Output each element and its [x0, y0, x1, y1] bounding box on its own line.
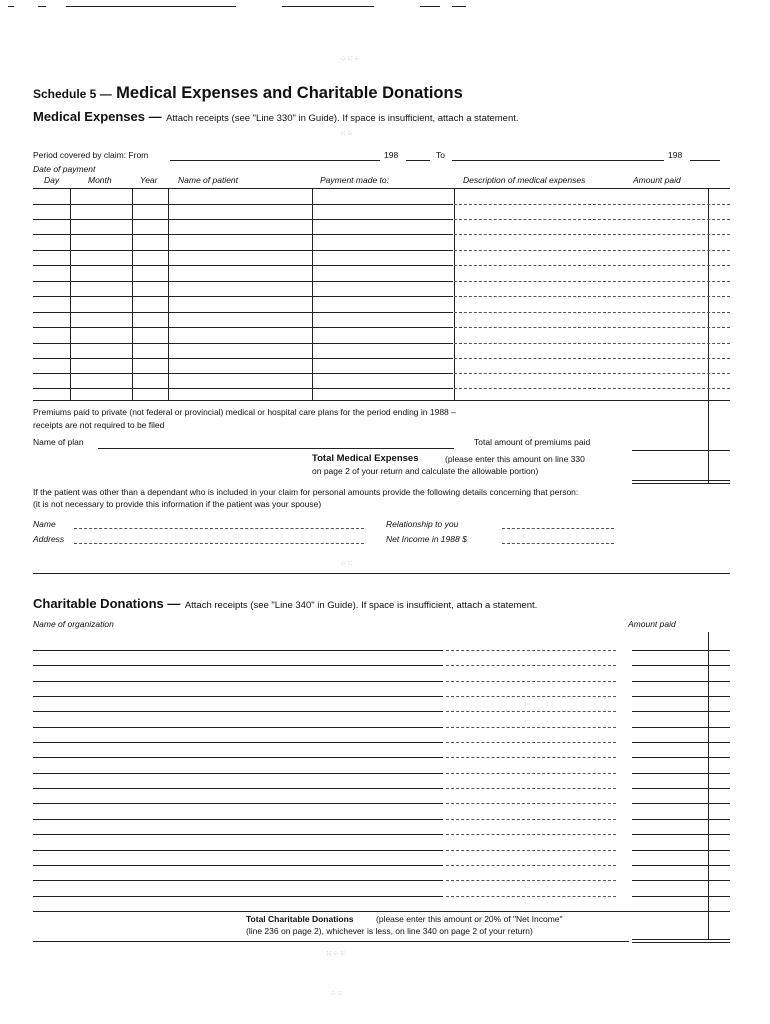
name-label: Name [33, 519, 56, 529]
year-prefix: 198 [668, 150, 683, 160]
col-patient: Name of patient [178, 175, 239, 185]
list-item-amount[interactable] [632, 696, 730, 697]
list-item-amount[interactable] [632, 757, 730, 758]
premiums-note: receipts are not required to be filed [33, 420, 165, 430]
list-item[interactable] [33, 711, 443, 712]
list-item-tail [446, 803, 616, 804]
table-row[interactable] [33, 281, 453, 282]
medical-instruction: Attach receipts (see "Line 330" in Guide). If space is insufficient, attach a statement. [166, 113, 519, 124]
list-item-tail [446, 773, 616, 774]
relationship-label: Relationship to you [386, 519, 459, 529]
table-row[interactable] [33, 312, 453, 313]
table-row[interactable] [33, 234, 453, 235]
period-label: Period covered by claim: From [33, 150, 149, 160]
table-row-tail [454, 388, 730, 389]
donations-amount-label: Amount paid [628, 619, 676, 629]
list-item-tail [446, 850, 616, 851]
list-item-amount[interactable] [632, 880, 730, 881]
list-item[interactable] [33, 803, 443, 804]
scan-mark [420, 6, 440, 7]
double-rule [632, 942, 730, 943]
total-medical-amount-field[interactable] [632, 480, 730, 481]
amount-col-divider [708, 188, 709, 483]
total-premiums-label: Total amount of premiums paid [474, 437, 591, 447]
col-description: Description of medical expenses [463, 175, 586, 185]
name-of-plan-field[interactable] [98, 448, 454, 449]
list-item-tail [446, 757, 616, 758]
double-rule [632, 483, 730, 484]
table-row-tail [454, 327, 730, 328]
list-item[interactable] [33, 773, 443, 774]
col-year: Year [140, 175, 158, 185]
donations-instruction: Attach receipts (see "Line 340" in Guide). If space is insufficient, attach a statement. [184, 600, 538, 611]
list-item[interactable] [33, 865, 443, 866]
list-item[interactable] [33, 650, 443, 651]
list-item[interactable] [33, 742, 443, 743]
list-item-amount[interactable] [632, 834, 730, 835]
address-field[interactable] [74, 543, 364, 544]
net-income-field[interactable] [502, 543, 614, 544]
table-bottom-rule [33, 400, 730, 401]
list-item-tail [446, 665, 616, 666]
list-item-tail [446, 896, 616, 897]
scan-mark [282, 6, 374, 7]
binding-noise: ⁘⁙ [340, 560, 354, 568]
list-item[interactable] [33, 834, 443, 835]
list-item-tail [446, 650, 616, 651]
list-item-tail [446, 788, 616, 789]
total-rule [33, 941, 629, 942]
list-item[interactable] [33, 850, 443, 851]
total-medical-note: (please enter this amount on line 330 [445, 454, 585, 464]
binding-noise: ⁘⁙ [330, 990, 344, 998]
list-item[interactable] [33, 665, 443, 666]
col-amount: Amount paid [633, 175, 681, 185]
list-item-tail [446, 696, 616, 697]
total-donations-amount-field[interactable] [632, 939, 730, 940]
list-item-amount[interactable] [632, 650, 730, 651]
table-row-tail [454, 281, 730, 282]
list-item-amount[interactable] [632, 665, 730, 666]
patient-info-note: (it is not necessary to provide this information if the patient was your spouse) [33, 499, 322, 509]
table-row-tail [454, 343, 730, 344]
period-to-field[interactable] [452, 160, 664, 161]
list-item[interactable] [33, 880, 443, 881]
list-item[interactable] [33, 681, 443, 682]
list-item[interactable] [33, 819, 443, 820]
list-item-tail [446, 727, 616, 728]
relationship-field[interactable] [502, 528, 614, 529]
list-item-amount[interactable] [632, 896, 730, 897]
scan-mark [452, 6, 466, 7]
net-income-label: Net Income in 1988 $ [386, 534, 467, 544]
list-item-tail [446, 742, 616, 743]
premiums-amount-field[interactable] [632, 450, 730, 451]
table-row[interactable] [33, 327, 453, 328]
medical-title: Medical Expenses — [33, 109, 162, 124]
list-item[interactable] [33, 727, 443, 728]
list-item-tail [446, 681, 616, 682]
table-row-tail [454, 358, 730, 359]
table-row-tail [454, 234, 730, 235]
year-prefix: 198 [384, 150, 399, 160]
col-month: Month [88, 175, 112, 185]
table-top-rule [33, 188, 730, 189]
list-item-amount[interactable] [632, 803, 730, 804]
list-item[interactable] [33, 757, 443, 758]
list-item[interactable] [33, 696, 443, 697]
scan-mark [8, 6, 14, 7]
list-item-tail [446, 819, 616, 820]
table-row[interactable] [33, 373, 453, 374]
list-item[interactable] [33, 788, 443, 789]
scan-mark [66, 6, 236, 7]
to-label: To [436, 150, 445, 160]
name-of-plan-label: Name of plan [33, 437, 84, 447]
list-item-amount[interactable] [632, 865, 730, 866]
total-donations-note: (please enter this amount or 20% of "Net Income" [376, 914, 563, 924]
table-row[interactable] [33, 204, 453, 205]
table-row-tail [454, 373, 730, 374]
patient-info-text: If the patient was other than a dependant who is included in your claim for personal amounts provide the following details concerning that person: [33, 487, 579, 497]
address-label: Address [33, 534, 65, 544]
name-field[interactable] [74, 528, 364, 529]
list-item-amount[interactable] [632, 681, 730, 682]
table-row[interactable] [33, 388, 453, 389]
table-row-tail [454, 296, 730, 297]
amount-col-divider [708, 632, 709, 940]
date-of-payment-label: Date of payment [33, 164, 96, 174]
col-payment-to: Payment made to: [320, 175, 389, 185]
list-item-amount[interactable] [632, 773, 730, 774]
donations-title: Charitable Donations — [33, 596, 181, 611]
list-item-amount[interactable] [632, 850, 730, 851]
period-to-year-field[interactable] [690, 160, 720, 161]
total-donations-title: Total Charitable Donations [246, 914, 354, 924]
binding-noise: ⁘⁙⁘ [340, 55, 361, 63]
list-item-amount[interactable] [632, 727, 730, 728]
total-medical-note-2: on page 2 of your return and calculate the allowable portion) [312, 466, 539, 476]
scan-mark [38, 6, 46, 7]
col-day: Day [44, 175, 60, 185]
list-item-tail [446, 880, 616, 881]
table-row[interactable] [33, 250, 453, 251]
table-row[interactable] [33, 219, 453, 220]
list-item-amount[interactable] [632, 788, 730, 789]
list-item[interactable] [33, 896, 443, 897]
table-row[interactable] [33, 265, 453, 266]
binding-noise: ⁙⁘ [340, 130, 354, 138]
list-item-tail [446, 711, 616, 712]
donations-bottom-rule [33, 911, 730, 912]
medical-section-header [33, 108, 519, 126]
donations-section-header [33, 595, 537, 613]
list-item-tail [446, 865, 616, 866]
total-donations-note-2: (line 236 on page 2), whichever is less, on line 340 on page 2 of your return) [246, 926, 533, 936]
table-row-tail [454, 265, 730, 266]
binding-noise: ⁙⁘⁙ [326, 950, 347, 958]
table-row[interactable] [33, 343, 453, 344]
schedule-heading: Schedule 5 — Medical Expenses and Charitable Donations [33, 84, 463, 102]
table-row-tail [454, 219, 730, 220]
premiums-text: Premiums paid to private (not federal or provincial) medical or hospital care plans for the period ending in 1988 – [33, 407, 456, 417]
section-divider [33, 573, 730, 574]
total-medical-title: Total Medical Expenses [312, 453, 419, 464]
table-row[interactable] [33, 358, 453, 359]
table-row[interactable] [33, 296, 453, 297]
list-item-amount[interactable] [632, 819, 730, 820]
table-row-tail [454, 250, 730, 251]
org-label: Name of organization [33, 619, 114, 629]
table-row-tail [454, 312, 730, 313]
list-item-amount[interactable] [632, 742, 730, 743]
list-item-tail [446, 834, 616, 835]
list-item-amount[interactable] [632, 711, 730, 712]
period-from-field[interactable] [170, 160, 380, 161]
period-from-year-field[interactable] [406, 160, 430, 161]
table-row-tail [454, 204, 730, 205]
